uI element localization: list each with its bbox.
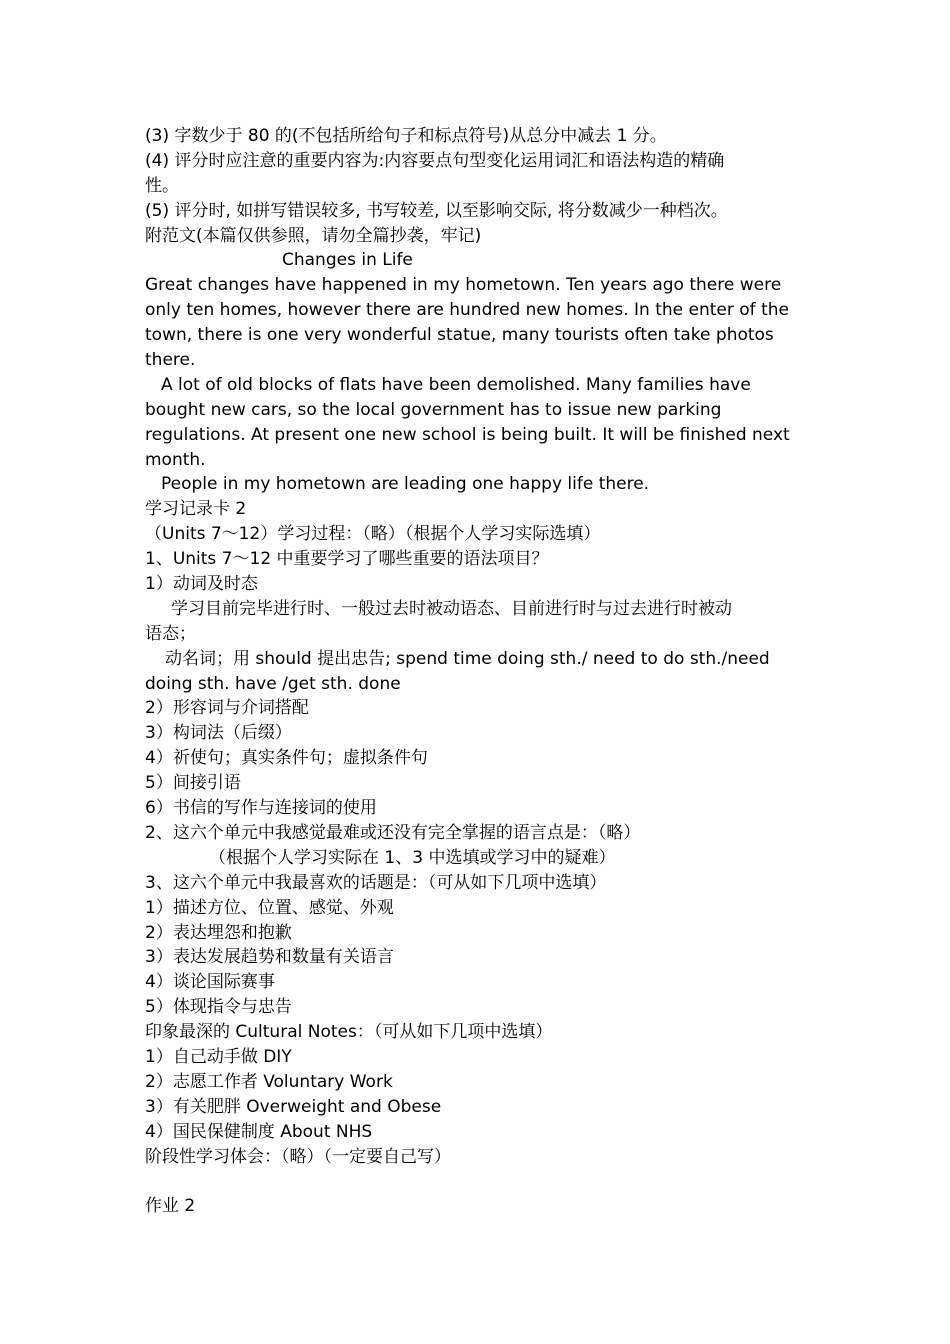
blank-line	[145, 1169, 815, 1194]
essay-p3: People in my hometown are leading one happy life there.	[161, 474, 650, 495]
essay-p2-line: month.	[145, 449, 206, 470]
record-process: （Units 7～12）学习过程：（略）（根据个人学习实际选填）	[145, 524, 601, 545]
reflection: 阶段性学习体会：（略）（一定要自己写）	[145, 1146, 451, 1167]
grammar-item-6: 6）书信的写作与连接词的使用	[145, 798, 377, 819]
question-3: 3、这六个单元中我最喜欢的话题是：（可从如下几项中选填）	[145, 872, 607, 893]
grammar-gerund-cont: doing sth. have /get sth. done	[145, 673, 401, 694]
topic-item-3: 3）表达发展趋势和数量有关语言	[145, 947, 394, 968]
essay-p2-line: A lot of old blocks of flats have been demolished. Many families have	[161, 374, 751, 395]
cultural-note-4: 4）国民保健制度 About NHS	[145, 1121, 373, 1142]
question-2: 2、这六个单元中我感觉最难或还没有完全掌握的语言点是：（略）	[145, 822, 641, 843]
topic-item-5: 5）体现指令与忠告	[145, 997, 292, 1018]
grammar-item-5: 5）间接引语	[145, 773, 241, 794]
topic-item-4: 4）谈论国际赛事	[145, 972, 275, 993]
essay-p2-line: regulations. At present one new school is being built. It will be finished next	[145, 424, 790, 445]
grammar-item-3: 3）构词法（后缀）	[145, 723, 292, 744]
scoring-rule-4-cont: 性。	[145, 175, 179, 196]
grammar-gerund: 动名词；用 should 提出忠告; spend time doing sth./ need to do sth./need	[165, 648, 770, 669]
essay-title: Changes in Life	[282, 250, 413, 271]
grammar-item-2: 2）形容词与介词搭配	[145, 698, 309, 719]
grammar-item-1-detail: 学习目前完毕进行时、一般过去时被动语态、目前进行时与过去进行时被动	[171, 598, 732, 619]
essay-p2-line: bought new cars, so the local government has to issue new parking	[145, 399, 722, 420]
essay-p1-line: there.	[145, 350, 196, 371]
cultural-note-2: 2）志愿工作者 Voluntary Work	[145, 1071, 393, 1092]
essay-p1-line: only ten homes, however there are hundred new homes. In the enter of the	[145, 300, 789, 321]
cultural-note-3: 3）有关肥胖 Overweight and Obese	[145, 1096, 442, 1117]
question-2-note: （根据个人学习实际在 1、3 中选填或学习中的疑难）	[209, 847, 616, 868]
cultural-notes-heading: 印象最深的 Cultural Notes：（可从如下几项中选填）	[145, 1022, 553, 1043]
cultural-note-1: 1）自己动手做 DIY	[145, 1046, 292, 1067]
grammar-item-1: 1）动词及时态	[145, 574, 258, 595]
grammar-item-4: 4）祈使句；真实条件句；虚拟条件句	[145, 748, 428, 769]
record-heading: 学习记录卡 2	[145, 499, 247, 520]
topic-item-1: 1）描述方位、位置、感觉、外观	[145, 897, 394, 918]
essay-p1-line: Great changes have happened in my hometown. Ten years ago there were	[145, 275, 782, 296]
essay-p1-line: town, there is one very wonderful statue, many tourists often take photos	[145, 325, 774, 346]
scoring-rule-4: (4) 评分时应注意的重要内容为:内容要点句型变化运用词汇和语法构造的精确	[145, 150, 725, 171]
question-1: 1、Units 7～12 中重要学习了哪些重要的语法项目？	[145, 549, 549, 570]
grammar-item-1-detail-cont: 语态；	[145, 623, 196, 644]
scoring-rule-3: (3) 字数少于 80 的(不包括所给句子和标点符号)从总分中减去 1 分。	[145, 126, 667, 146]
homework-heading: 作业 2	[145, 1196, 196, 1217]
sample-essay-note: 附范文(本篇仅供参照，请勿全篇抄袭，牢记)	[145, 225, 482, 246]
topic-item-2: 2）表达埋怨和抱歉	[145, 922, 292, 943]
document-page	[145, 124, 815, 1219]
scoring-rule-5: (5) 评分时, 如拼写错误较多, 书写较差, 以至影响交际, 将分数减少一种档次。	[145, 200, 728, 221]
